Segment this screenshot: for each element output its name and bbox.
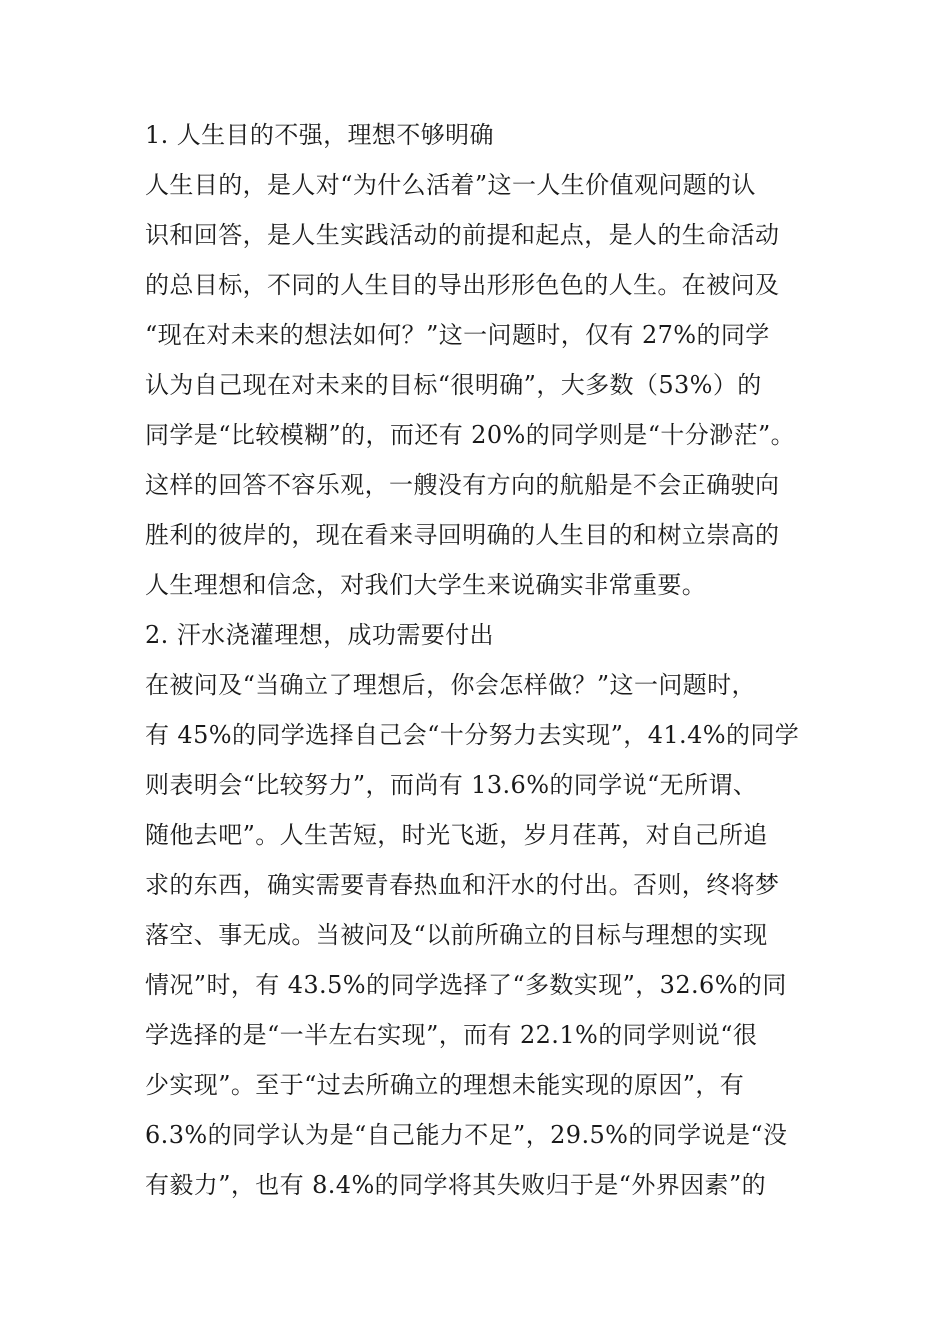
text-line: 在被问及“当确立了理想后，你会怎样做？”这一问题时， xyxy=(145,671,756,699)
text-line: 的总目标，不同的人生目的导出形形色色的人生。在被问及 xyxy=(145,271,780,299)
text-line: 落空、事无成。当被问及“以前所确立的目标与理想的实现 xyxy=(145,921,768,949)
text-line: 认为自己现在对未来的目标“很明确”，大多数（53%）的 xyxy=(145,371,762,399)
document-body xyxy=(145,110,810,1210)
text-line: 6.3%的同学认为是“自己能力不足”，29.5%的同学说是“没 xyxy=(145,1121,788,1149)
text-line: 情况”时，有 43.5%的同学选择了“多数实现”，32.6%的同 xyxy=(145,971,787,999)
text-line: “现在对未来的想法如何？”这一问题时，仅有 27%的同学 xyxy=(145,321,770,349)
text-line: 求的东西，确实需要青春热血和汗水的付出。否则，终将梦 xyxy=(145,871,780,899)
section-heading-2: 2. 汗水浇灌理想，成功需要付出 xyxy=(145,621,494,649)
text-line: 学选择的是“一半左右实现”，而有 22.1%的同学则说“很 xyxy=(145,1021,758,1049)
text-line: 则表明会“比较努力”，而尚有 13.6%的同学说“无所谓、 xyxy=(145,771,758,799)
text-line: 人生理想和信念，对我们大学生来说确实非常重要。 xyxy=(145,571,707,599)
text-line: 随他去吧”。人生苦短，时光飞逝，岁月荏苒，对自己所追 xyxy=(145,821,768,849)
section-heading-1: 1. 人生目的不强，理想不够明确 xyxy=(145,121,494,149)
text-line: 有毅力”，也有 8.4%的同学将其失败归于是“外界因素”的 xyxy=(145,1171,767,1199)
text-line: 胜利的彼岸的，现在看来寻回明确的人生目的和树立崇高的 xyxy=(145,521,780,549)
text-line: 同学是“比较模糊”的，而还有 20%的同学则是“十分渺茫”。 xyxy=(145,421,796,449)
text-line: 识和回答，是人生实践活动的前提和起点，是人的生命活动 xyxy=(145,221,780,249)
text-line: 这样的回答不容乐观，一艘没有方向的航船是不会正确驶向 xyxy=(145,471,780,499)
text-line: 少实现”。至于“过去所确立的理想未能实现的原因”，有 xyxy=(145,1071,745,1099)
text-line: 有 45%的同学选择自己会“十分努力去实现”，41.4%的同学 xyxy=(145,721,800,749)
text-line: 人生目的，是人对“为什么活着”这一人生价值观问题的认 xyxy=(145,171,756,199)
